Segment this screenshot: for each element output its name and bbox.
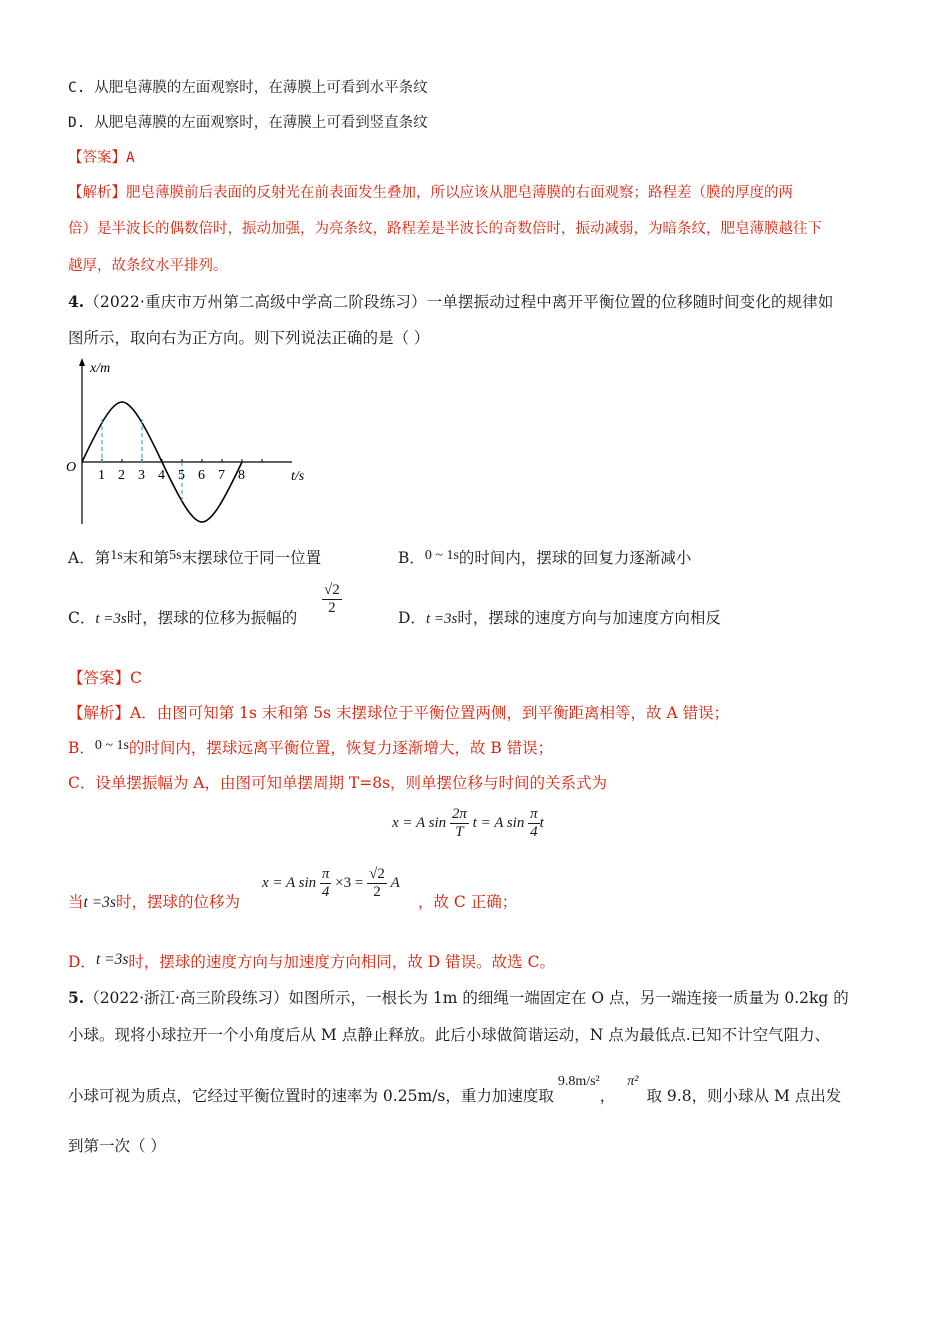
option-text: 末和第 — [122, 549, 170, 567]
analysis-tag: 【解析】 — [68, 704, 131, 722]
q5-number: 5. — [68, 988, 85, 1007]
option-label: B． — [398, 549, 425, 567]
q4-stem-line2: 图所示，取向右为正方向。则下列说法正确的是（ ） — [68, 329, 430, 347]
analysis-condition: t =3s — [83, 894, 116, 911]
q5-gravity-value: 9.8m/s² — [557, 1074, 600, 1089]
analysis-label: B． — [68, 739, 95, 757]
q5-stem-text: ， — [599, 1087, 616, 1105]
option-range: 0 ~ 1s — [424, 548, 459, 563]
option-text: 末摆球位于同一位置 — [181, 549, 322, 567]
analysis-label: D． — [68, 953, 96, 971]
fraction-denominator: 4 — [321, 884, 330, 900]
q4-option-a[interactable] — [68, 548, 321, 570]
q4-option-c-fraction — [322, 582, 342, 617]
q4-option-b[interactable] — [398, 548, 691, 570]
formula-text: x = A sin — [262, 875, 317, 891]
fraction-denominator: 2 — [328, 600, 336, 616]
q5-stem-line1 — [68, 988, 849, 1008]
analysis-prev-3: 越厚，故条纹水平排列。 — [68, 258, 228, 274]
tick-label: 7 — [218, 468, 225, 483]
q4-analysis-c2-pre — [68, 892, 240, 913]
option-value: 5s — [169, 548, 182, 563]
analysis-text: 当 — [68, 893, 84, 911]
q5-stem-line4: 到第一次（ ） — [68, 1137, 166, 1155]
analysis-prev-2: 倍）是半波长的偶数倍时，振动加强，为亮条纹，路程差是半波长的奇数倍时，振动减弱，为暗条纹，肥皂薄膜越往下 — [68, 221, 822, 237]
fraction-numerator: √2 — [324, 582, 340, 598]
q5-stem-text: 取 9.8，则小球从 M 点出发 — [646, 1087, 842, 1105]
option-text: 时，摆球的位移为振幅的 — [126, 609, 298, 627]
formula-text: t = A sin — [472, 815, 525, 831]
answer-tag: 【答案】 — [68, 669, 131, 687]
analysis-text: 的时间内，摆球远离平衡位置，恢复力逐渐增大，故 B 错误； — [128, 739, 554, 757]
fraction-denominator: 2 — [373, 884, 381, 900]
q4-analysis-c2-post: ，故 C 正确； — [418, 893, 518, 911]
answer-tag: 【答案】 — [68, 150, 126, 166]
origin-label: O — [66, 460, 77, 475]
y-axis-label: x/m — [90, 361, 111, 376]
q4-answer — [68, 668, 142, 688]
answer-prev — [68, 148, 135, 168]
formula-displacement — [392, 806, 544, 841]
q5-stem: （2022·浙江·高三阶段练习）如图所示，一根长为 1m 的细绳一端固定在 O 点，另一端连接一质量为 0.2kg 的 — [84, 989, 849, 1007]
tick-label: 4 — [158, 468, 165, 483]
option-text: 的时间内，摆球的回复力逐渐减小 — [458, 549, 692, 567]
q5-stem-line2: 小球。现将小球拉开一个小角度后从 M 点静止释放。此后小球做简谐运动，N 点为最低点.已知不计空气阻力、 — [68, 1026, 831, 1044]
q4-number: 4. — [68, 292, 85, 311]
q5-stem-text: 小球可视为质点，它经过平衡位置时的速率为 0.25m/s，重力加速度取 — [68, 1087, 554, 1105]
q4-stem: （2022·重庆市万州第二高级中学高二阶段练习）一单摆振动过程中离开平衡位置的位移随时间变化的规律如 — [84, 293, 834, 311]
option-condition: t =3s — [425, 611, 458, 627]
q4-analysis-c: C．设单摆振幅为 A，由图可知单摆周期 T=8s，则单摆位移与时间的关系式为 — [68, 774, 608, 792]
displacement-time-graph — [60, 356, 320, 528]
tick-label: 5 — [178, 468, 185, 483]
analysis-condition: t =3s — [95, 951, 129, 968]
analysis-text: 肥皂薄膜前后表面的反射光在前表面发生叠加，所以应该从肥皂薄膜的右面观察；路程差（膜的厚度的两 — [126, 185, 793, 201]
formula-t3 — [262, 866, 400, 901]
tick-label: 2 — [118, 468, 125, 483]
formula-text: t — [539, 815, 544, 831]
formula-text: ×3 = — [335, 875, 364, 891]
formula-text: A — [390, 875, 400, 891]
tick-label: 6 — [198, 468, 205, 483]
analysis-text: 时，摆球的速度方向与加速度方向相同，故 D 错误。故选 C。 — [128, 953, 555, 971]
formula-text: x = A sin — [392, 815, 447, 831]
option-d-prev: D. 从肥皂薄膜的左面观察时，在薄膜上可看到竖直条纹 — [68, 115, 428, 131]
analysis-prev-1 — [68, 183, 793, 203]
answer-value: A — [126, 150, 135, 166]
fraction-numerator: π — [321, 866, 330, 882]
q5-pi-squared: π² — [627, 1074, 639, 1089]
option-value: 1s — [110, 548, 123, 563]
q4-stem-line1 — [68, 292, 834, 312]
fraction-denominator: T — [455, 824, 464, 840]
option-label: D． — [398, 609, 426, 627]
q4-analysis-a — [68, 703, 729, 723]
analysis-text: A．由图可知第 1s 末和第 5s 末摆球位于平衡位置两侧，到平衡距离相等，故 A 错误； — [130, 704, 730, 722]
fraction-denominator: 4 — [530, 824, 538, 840]
option-c-prev: C. 从肥皂薄膜的左面观察时，在薄膜上可看到水平条纹 — [68, 80, 428, 96]
x-axis-label: t/s — [291, 469, 305, 484]
option-label: C． — [68, 609, 96, 627]
q4-option-c[interactable] — [68, 608, 297, 629]
q4-analysis-d — [68, 952, 555, 973]
q5-stem-line3 — [68, 1074, 842, 1108]
analysis-text: 时，摆球的位移为 — [115, 893, 240, 911]
analysis-range: 0 ~ 1s — [94, 738, 129, 753]
fraction-numerator: 2π — [451, 806, 467, 822]
fraction-numerator: π — [530, 806, 538, 822]
q4-analysis-b — [68, 738, 553, 760]
option-label: A．第 — [68, 549, 111, 567]
tick-label: 8 — [238, 468, 245, 483]
option-text: 时，摆球的速度方向与加速度方向相反 — [457, 609, 721, 627]
answer-value: C — [130, 669, 142, 687]
q4-option-d[interactable] — [398, 608, 721, 629]
analysis-tag: 【解析】 — [68, 185, 126, 201]
tick-label: 3 — [138, 468, 145, 483]
tick-label: 1 — [98, 468, 105, 483]
option-condition: t =3s — [95, 611, 127, 627]
fraction-numerator: √2 — [369, 866, 385, 882]
